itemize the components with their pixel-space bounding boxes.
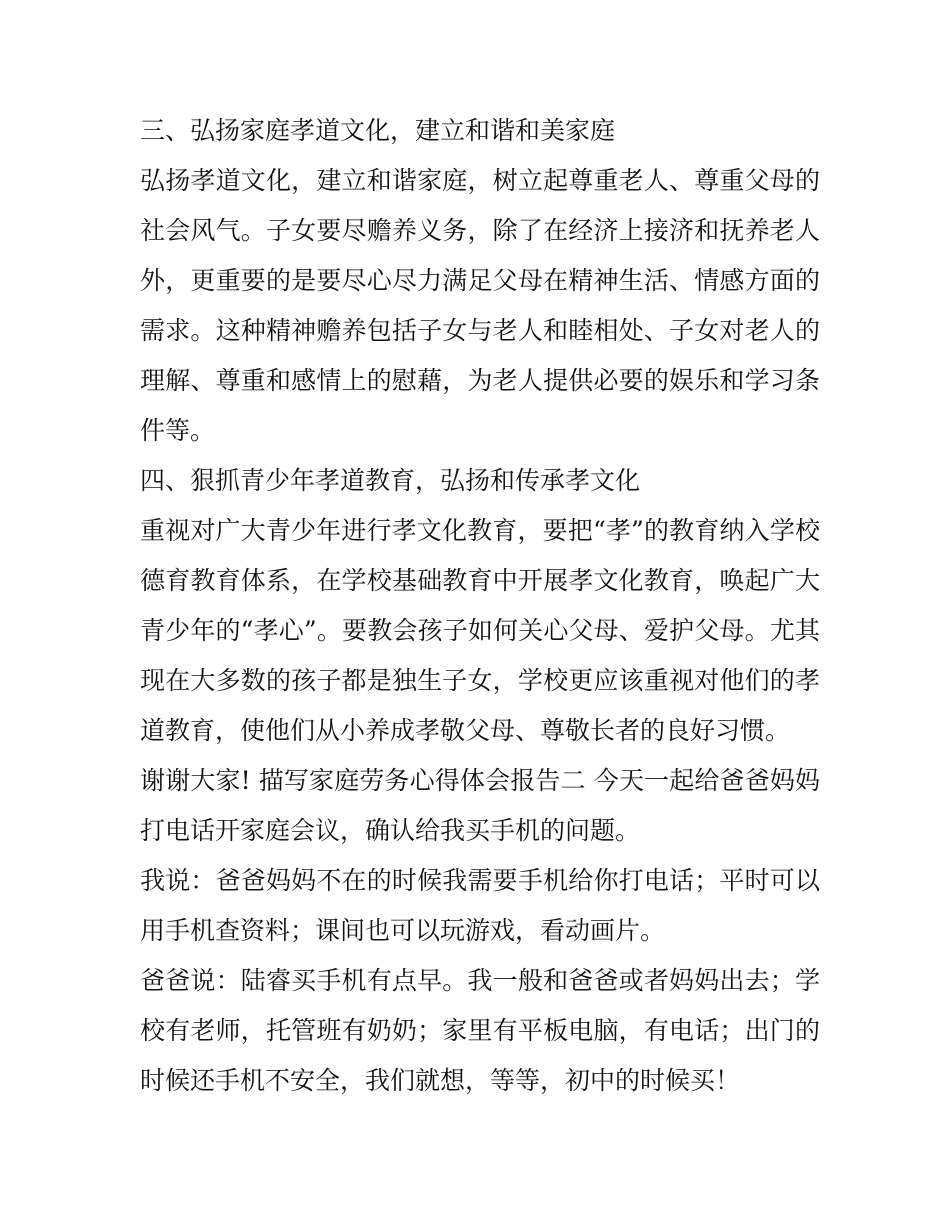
paragraph-line: 德育教育体系，在学校基础教育中开展孝文化教育，唤起广大 — [140, 566, 820, 595]
section-3-heading: 三、弘扬家庭孝道文化，建立和谐和美家庭 — [140, 116, 616, 145]
paragraph-line: 谢谢大家! 描写家庭劳务心得体会报告二 今天一起给爸爸妈妈 — [140, 766, 820, 795]
section-3-paragraph — [140, 156, 820, 456]
paragraph-line: 道教育，使他们从小养成孝敬父母、尊敬长者的良好习惯。 — [140, 716, 791, 745]
closing-paragraph — [140, 756, 820, 856]
my-view-paragraph — [140, 856, 820, 956]
paragraph-line: 爸爸说：陆睿买手机有点早。我一般和爸爸或者妈妈出去；学 — [140, 966, 820, 995]
paragraph-line: 外，更重要的是要尽心尽力满足父母在精神生活、情感方面的 — [140, 266, 820, 295]
paragraph-line: 用手机查资料；课间也可以玩游戏，看动画片。 — [140, 916, 666, 945]
paragraph-line: 打电话开家庭会议，确认给我买手机的问题。 — [140, 816, 641, 845]
paragraph-line: 青少年的“孝心”。要教会孩子如何关心父母、爱护父母。尤其 — [140, 616, 820, 645]
paragraph-line: 校有老师，托管班有奶奶；家里有平板电脑，有电话；出门的 — [140, 1016, 820, 1045]
paragraph-line: 件等。 — [140, 416, 216, 445]
document-body — [140, 106, 820, 1106]
dad-view-paragraph — [140, 956, 820, 1106]
paragraph-line: 重视对广大青少年进行孝文化教育，要把“孝”的教育纳入学校 — [140, 516, 820, 545]
paragraph-line: 现在大多数的孩子都是独生子女，学校更应该重视对他们的孝 — [140, 666, 820, 695]
paragraph-line: 时候还手机不安全，我们就想，等等，初中的时候买！ — [140, 1066, 741, 1095]
section-4-heading: 四、狠抓青少年孝道教育，弘扬和传承孝文化 — [140, 466, 641, 495]
section-4-paragraph — [140, 506, 820, 756]
paragraph-line: 弘扬孝道文化，建立和谐家庭，树立起尊重老人、尊重父母的 — [140, 166, 820, 195]
paragraph-line: 社会风气。子女要尽赡养义务，除了在经济上接济和抚养老人 — [140, 216, 820, 245]
paragraph-line: 我说：爸爸妈妈不在的时候我需要手机给你打电话；平时可以 — [140, 866, 820, 895]
paragraph-line: 理解、尊重和感情上的慰藉，为老人提供必要的娱乐和学习条 — [140, 366, 820, 395]
paragraph-line: 需求。这种精神赡养包括子女与老人和睦相处、子女对老人的 — [140, 316, 820, 345]
